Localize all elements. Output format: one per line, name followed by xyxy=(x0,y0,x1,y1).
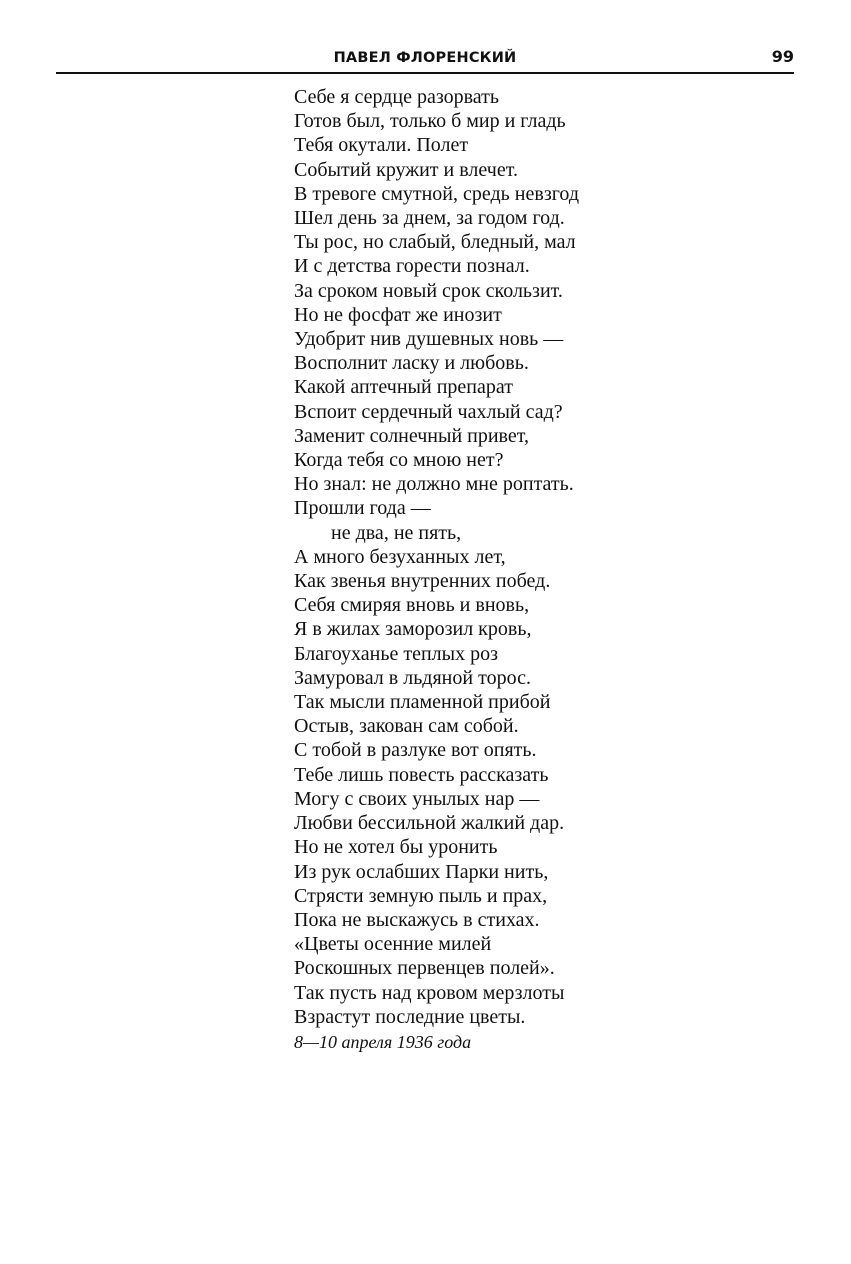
poem-line: Остыв, закован сам собой. xyxy=(294,715,519,738)
poem-date: 8—10 апреля 1936 года xyxy=(294,1032,472,1052)
poem-line: Но не хотел бы уронить xyxy=(294,836,498,859)
poem-line: Тебя окутали. Полет xyxy=(294,134,469,157)
poem-line: Восполнит ласку и любовь. xyxy=(294,352,529,375)
poem-line: Себе я сердце разорвать xyxy=(294,86,499,108)
poem-line: Стрясти земную пыль и прах, xyxy=(294,884,548,907)
poem-line: Удобрит нив душевных новь — xyxy=(294,328,564,351)
poem-line: Благоуханье теплых роз xyxy=(294,642,498,665)
running-title: ПАВЕЛ ФЛОРЕНСКИЙ xyxy=(333,50,517,66)
poem-line: Ты рос, но слабый, бледный, мал xyxy=(294,231,576,254)
header-rule xyxy=(56,72,794,74)
poem-line: Когда тебя со мною нет? xyxy=(294,449,504,472)
poem-line: И с детства горести познал. xyxy=(294,255,530,278)
poem-line: Событий кружит и влечет. xyxy=(294,158,518,181)
poem-line: Как звенья внутренних побед. xyxy=(294,570,551,593)
poem-line: Роскошных первенцев полей». xyxy=(294,957,555,980)
poem-line-indented: не два, не пять, xyxy=(331,521,462,544)
page-number: 99 xyxy=(771,47,794,66)
poem-line: «Цветы осенние милей xyxy=(294,933,492,956)
poem-text xyxy=(294,85,579,1029)
poem-line: Тебе лишь повесть рассказать xyxy=(294,763,549,786)
poem-line: С тобой в разлуке вот опять. xyxy=(294,739,537,762)
running-head xyxy=(56,48,794,72)
poem-line: Прошли года — xyxy=(294,497,431,520)
poem-line: Взрастут последние цветы. xyxy=(294,1005,526,1028)
poem-line: Так мысли пламенной прибой xyxy=(294,691,551,714)
poem-line: Пока не выскажусь в стихах. xyxy=(294,908,540,931)
poem-line: Из рук ослабших Парки нить, xyxy=(294,860,549,883)
poem-line: За сроком новый срок скользит. xyxy=(294,279,563,302)
poem-line: Готов был, только б мир и гладь xyxy=(294,110,566,133)
poem-line: Но знал: не должно мне роптать. xyxy=(294,473,574,496)
poem-line: Могу с своих унылых нар — xyxy=(294,787,540,810)
poem-line: Любви бессильной жалкий дар. xyxy=(294,812,565,835)
poem-line: Я в жилах заморозил кровь, xyxy=(294,618,532,641)
poem-line: Вспоит сердечный чахлый сад? xyxy=(294,400,563,423)
poem-line: Шел день за днем, за годом год. xyxy=(294,207,565,230)
poem-line: Но не фосфат же инозит xyxy=(294,303,502,326)
poem-line: Какой аптечный препарат xyxy=(294,376,513,399)
poem-line: В тревоге смутной, средь невзгод xyxy=(294,182,580,205)
poem-line: Замуровал в льдяной торос. xyxy=(294,666,531,689)
poem-line: Заменит солнечный привет, xyxy=(294,424,529,447)
poem-line: Так пусть над кровом мерзлоты xyxy=(294,981,565,1004)
poem-line: А много безуханных лет, xyxy=(294,545,506,568)
poem-line: Себя смиряя вновь и вновь, xyxy=(294,594,530,617)
